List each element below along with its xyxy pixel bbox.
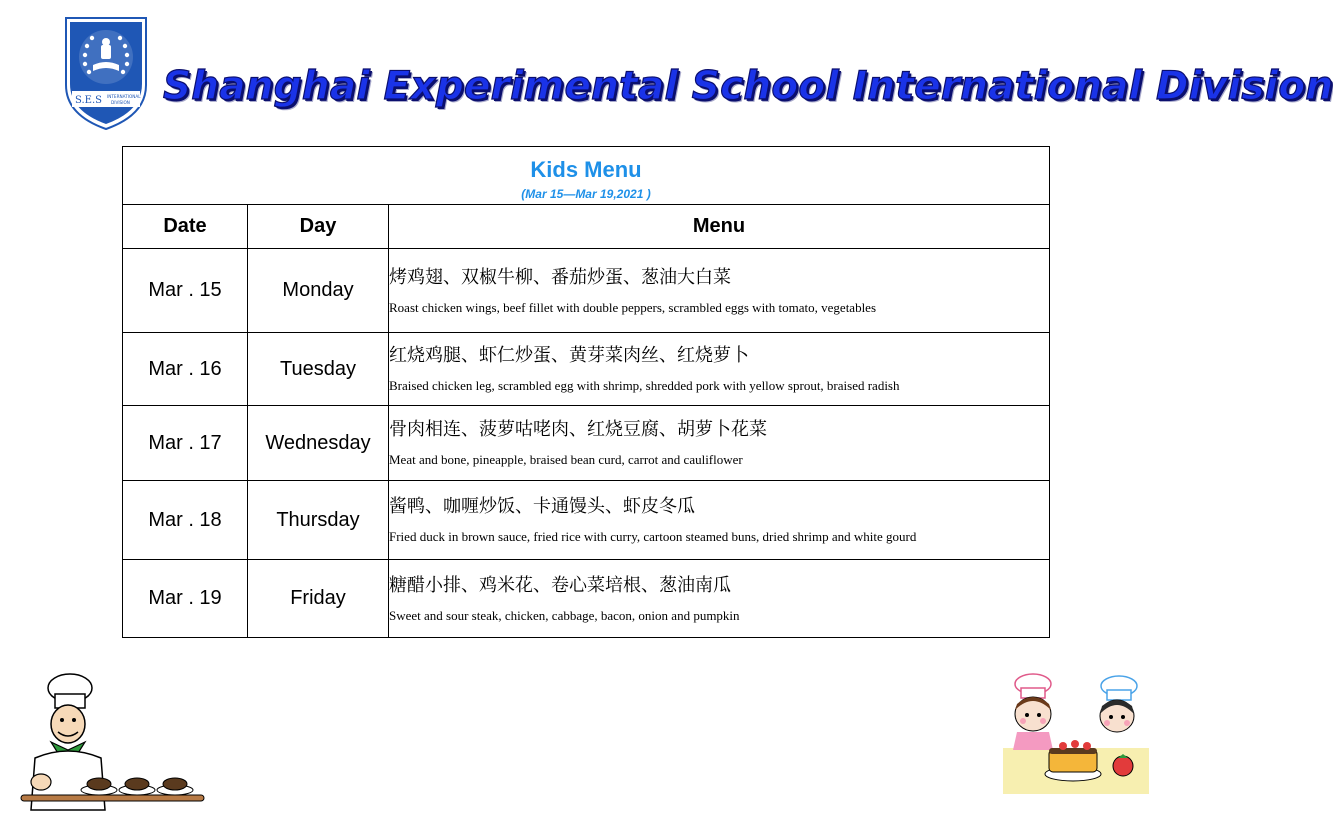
row-day: Monday (248, 249, 389, 333)
menu-heading-cell (123, 147, 1050, 205)
dishes-english: Sweet and sour steak, chicken, cabbage, bacon, onion and pumpkin (389, 607, 740, 623)
logo-text-side-1: INTERNATIONAL (107, 94, 141, 99)
dishes-chinese: 烤鸡翅、双椒牛柳、番茄炒蛋、葱油大白菜 (389, 266, 731, 288)
dishes-english: Roast chicken wings, beef fillet with double peppers, scrambled eggs with tomato, vegetables (389, 299, 877, 315)
chef-illustration-icon (13, 670, 208, 815)
kids-menu-table (122, 146, 1050, 638)
dishes-chinese: 骨肉相连、菠萝咕咾肉、红烧豆腐、胡萝卜花菜 (389, 419, 767, 440)
dishes-english: Fried duck in brown sauce, fried rice with curry, cartoon steamed buns, dried shrimp and white gourd (389, 529, 917, 544)
menu-title: Kids Menu (530, 156, 642, 182)
row-date: Mar . 18 (123, 481, 248, 560)
row-date: Mar . 19 (123, 560, 248, 638)
row-day: Thursday (248, 481, 389, 560)
dishes-chinese: 糖醋小排、鸡米花、卷心菜培根、葱油南瓜 (389, 574, 731, 596)
logo-text-main: S.E.S (75, 95, 103, 106)
column-header-day: Day (248, 205, 389, 249)
row-menu (389, 333, 1050, 406)
dishes-chinese: 红烧鸡腿、虾仁炒蛋、黄芽菜肉丝、红烧萝卜 (389, 345, 749, 366)
row-date: Mar . 17 (123, 406, 248, 481)
table-row (123, 406, 1050, 481)
column-header-row (123, 205, 1050, 249)
row-day: Friday (248, 560, 389, 638)
row-date: Mar . 15 (123, 249, 248, 333)
school-crest-icon (63, 15, 149, 131)
row-date: Mar . 16 (123, 333, 248, 406)
menu-heading-row (123, 147, 1050, 205)
logo-text-side-2: DIVISION (111, 100, 130, 105)
table-row (123, 560, 1050, 638)
table-row (123, 481, 1050, 560)
row-menu (389, 560, 1050, 638)
dishes-chinese: 酱鸭、咖喱炒饭、卡通馒头、虾皮冬瓜 (389, 496, 695, 517)
dishes-english: Meat and bone, pineapple, braised bean curd, carrot and cauliflower (389, 452, 743, 467)
row-day: Wednesday (248, 406, 389, 481)
school-name-title: Shanghai Experimental School International Division (163, 64, 1333, 109)
kids-baking-illustration-icon (1003, 670, 1149, 794)
row-menu (389, 406, 1050, 481)
dishes-english: Braised chicken leg, scrambled egg with shrimp, shredded pork with yellow sprout, braised radish (389, 378, 900, 393)
row-day: Tuesday (248, 333, 389, 406)
column-header-menu: Menu (389, 205, 1050, 249)
row-menu (389, 481, 1050, 560)
column-header-date: Date (123, 205, 248, 249)
menu-date-range: (Mar 15—Mar 19,2021 ) (521, 186, 651, 201)
table-row (123, 249, 1050, 333)
table-row (123, 333, 1050, 406)
row-menu (389, 249, 1050, 333)
